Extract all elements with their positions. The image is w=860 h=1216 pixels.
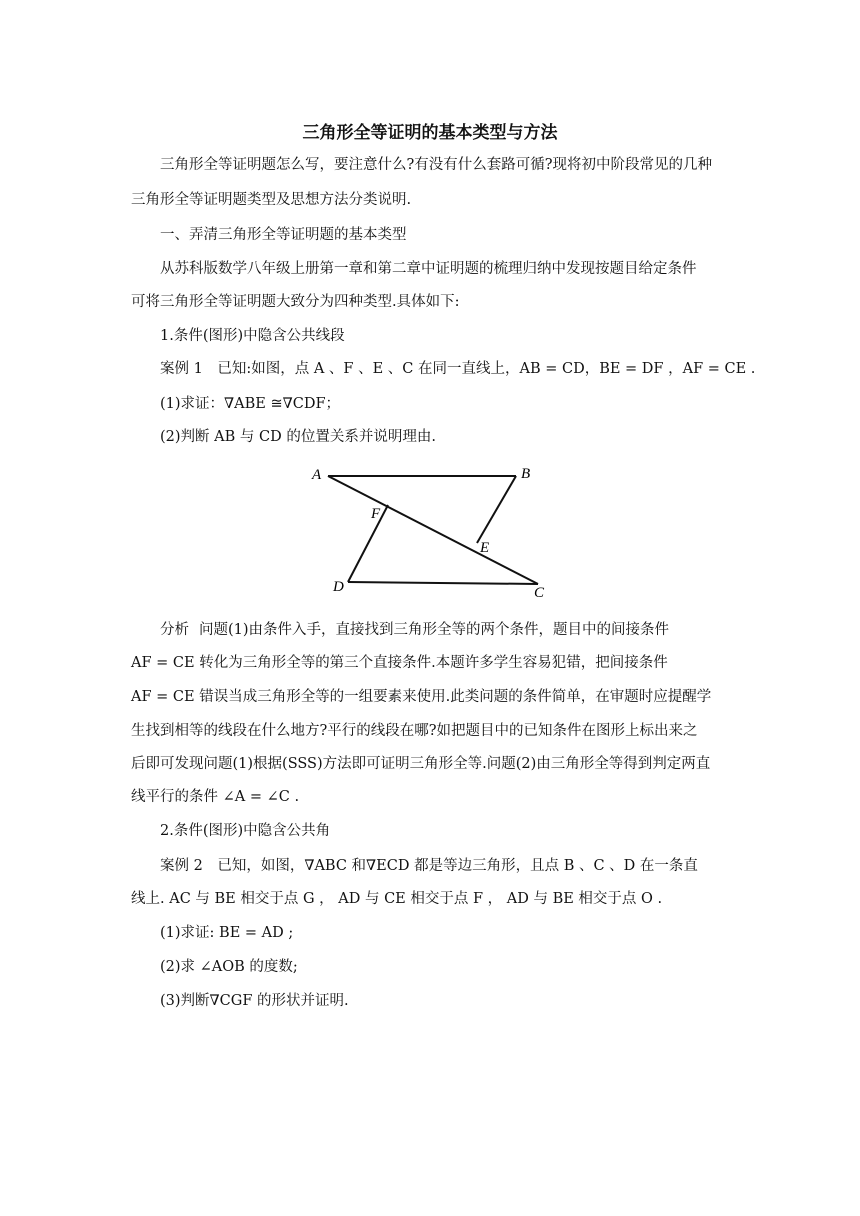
analysis-line-3: AF = CE 错误当成三角形全等的一组要素来使用.此类问题的条件简单，在审题时应提醒学 (131, 689, 712, 705)
intro-line-2: 三角形全等证明题类型及思想方法分类说明. (131, 192, 412, 208)
label-f: F (371, 506, 381, 522)
case2-question-3: (3)判断∇CGF 的形状并证明. (160, 993, 349, 1009)
segment-df (348, 505, 388, 582)
analysis-line-2: AF = CE 转化为三角形全等的第三个直接条件.本题许多学生容易犯错，把间接条件 (131, 655, 668, 671)
page-title: 三角形全等证明的基本类型与方法 (302, 123, 558, 143)
label-e: E (480, 540, 490, 556)
analysis-text: 问题(1)由条件入手，直接找到三角形全等的两个条件，题目中的间接条件 (199, 622, 670, 638)
case1-statement: 案例 1 已知:如图，点 A 、F 、E 、C 在同一直线上，AB = CD，BE = DF ，AF = CE . (160, 361, 756, 377)
label-c: C (534, 585, 545, 600)
segment-be (477, 476, 516, 543)
type-2-heading: 2.条件(图形)中隐含公共角 (160, 823, 331, 839)
label-a: A (312, 467, 322, 483)
section-heading-1: 一、弄清三角形全等证明题的基本类型 (160, 227, 407, 243)
analysis-line-1 (160, 620, 731, 640)
case1-question-1: (1)求证：∇ABE ≅∇CDF； (160, 396, 341, 412)
case2-question-2: (2)求 ∠AOB 的度数; (160, 959, 298, 975)
intro-line-1: 三角形全等证明题怎么写，要注意什么?有没有什么套路可循?现将初中阶段常见的几种 (160, 157, 713, 173)
type-1-heading: 1.条件(图形)中隐含公共线段 (160, 328, 345, 344)
case2-line-1: 案例 2 已知，如图，∇ABC 和∇ECD 都是等边三角形，且点 B 、C 、D 在一条直 (160, 858, 698, 874)
case1-question-2: (2)判断 AB 与 CD 的位置关系并说明理由. (160, 429, 436, 445)
segment-dc (348, 582, 538, 584)
analysis-line-6: 线平行的条件 ∠A = ∠C . (131, 789, 300, 805)
label-d: D (333, 579, 344, 595)
para2-line-2: 可将三角形全等证明题大致分为四种类型.具体如下: (131, 294, 460, 310)
case2-question-1: (1)求证: BE = AD ; (160, 925, 294, 941)
analysis-label: 分析 (160, 622, 189, 638)
para2-line-1: 从苏科版数学八年级上册第一章和第二章中证明题的梳理归纳中发现按题目给定条件 (160, 261, 697, 277)
label-b: B (521, 466, 531, 482)
case2-line-2: 线上. AC 与 BE 相交于点 G ， AD 与 CE 相交于点 F ， AD 与 BE 相交于点 O . (131, 891, 663, 907)
case1-figure (0, 460, 860, 600)
analysis-line-4: 生找到相等的线段在什么地方?平行的线段在哪?如把题目中的已知条件在图形上标出来之 (131, 723, 698, 739)
analysis-line-5: 后即可发现问题(1)根据(SSS)方法即可证明三角形全等.问题(2)由三角形全等得到判定两直 (131, 756, 711, 772)
